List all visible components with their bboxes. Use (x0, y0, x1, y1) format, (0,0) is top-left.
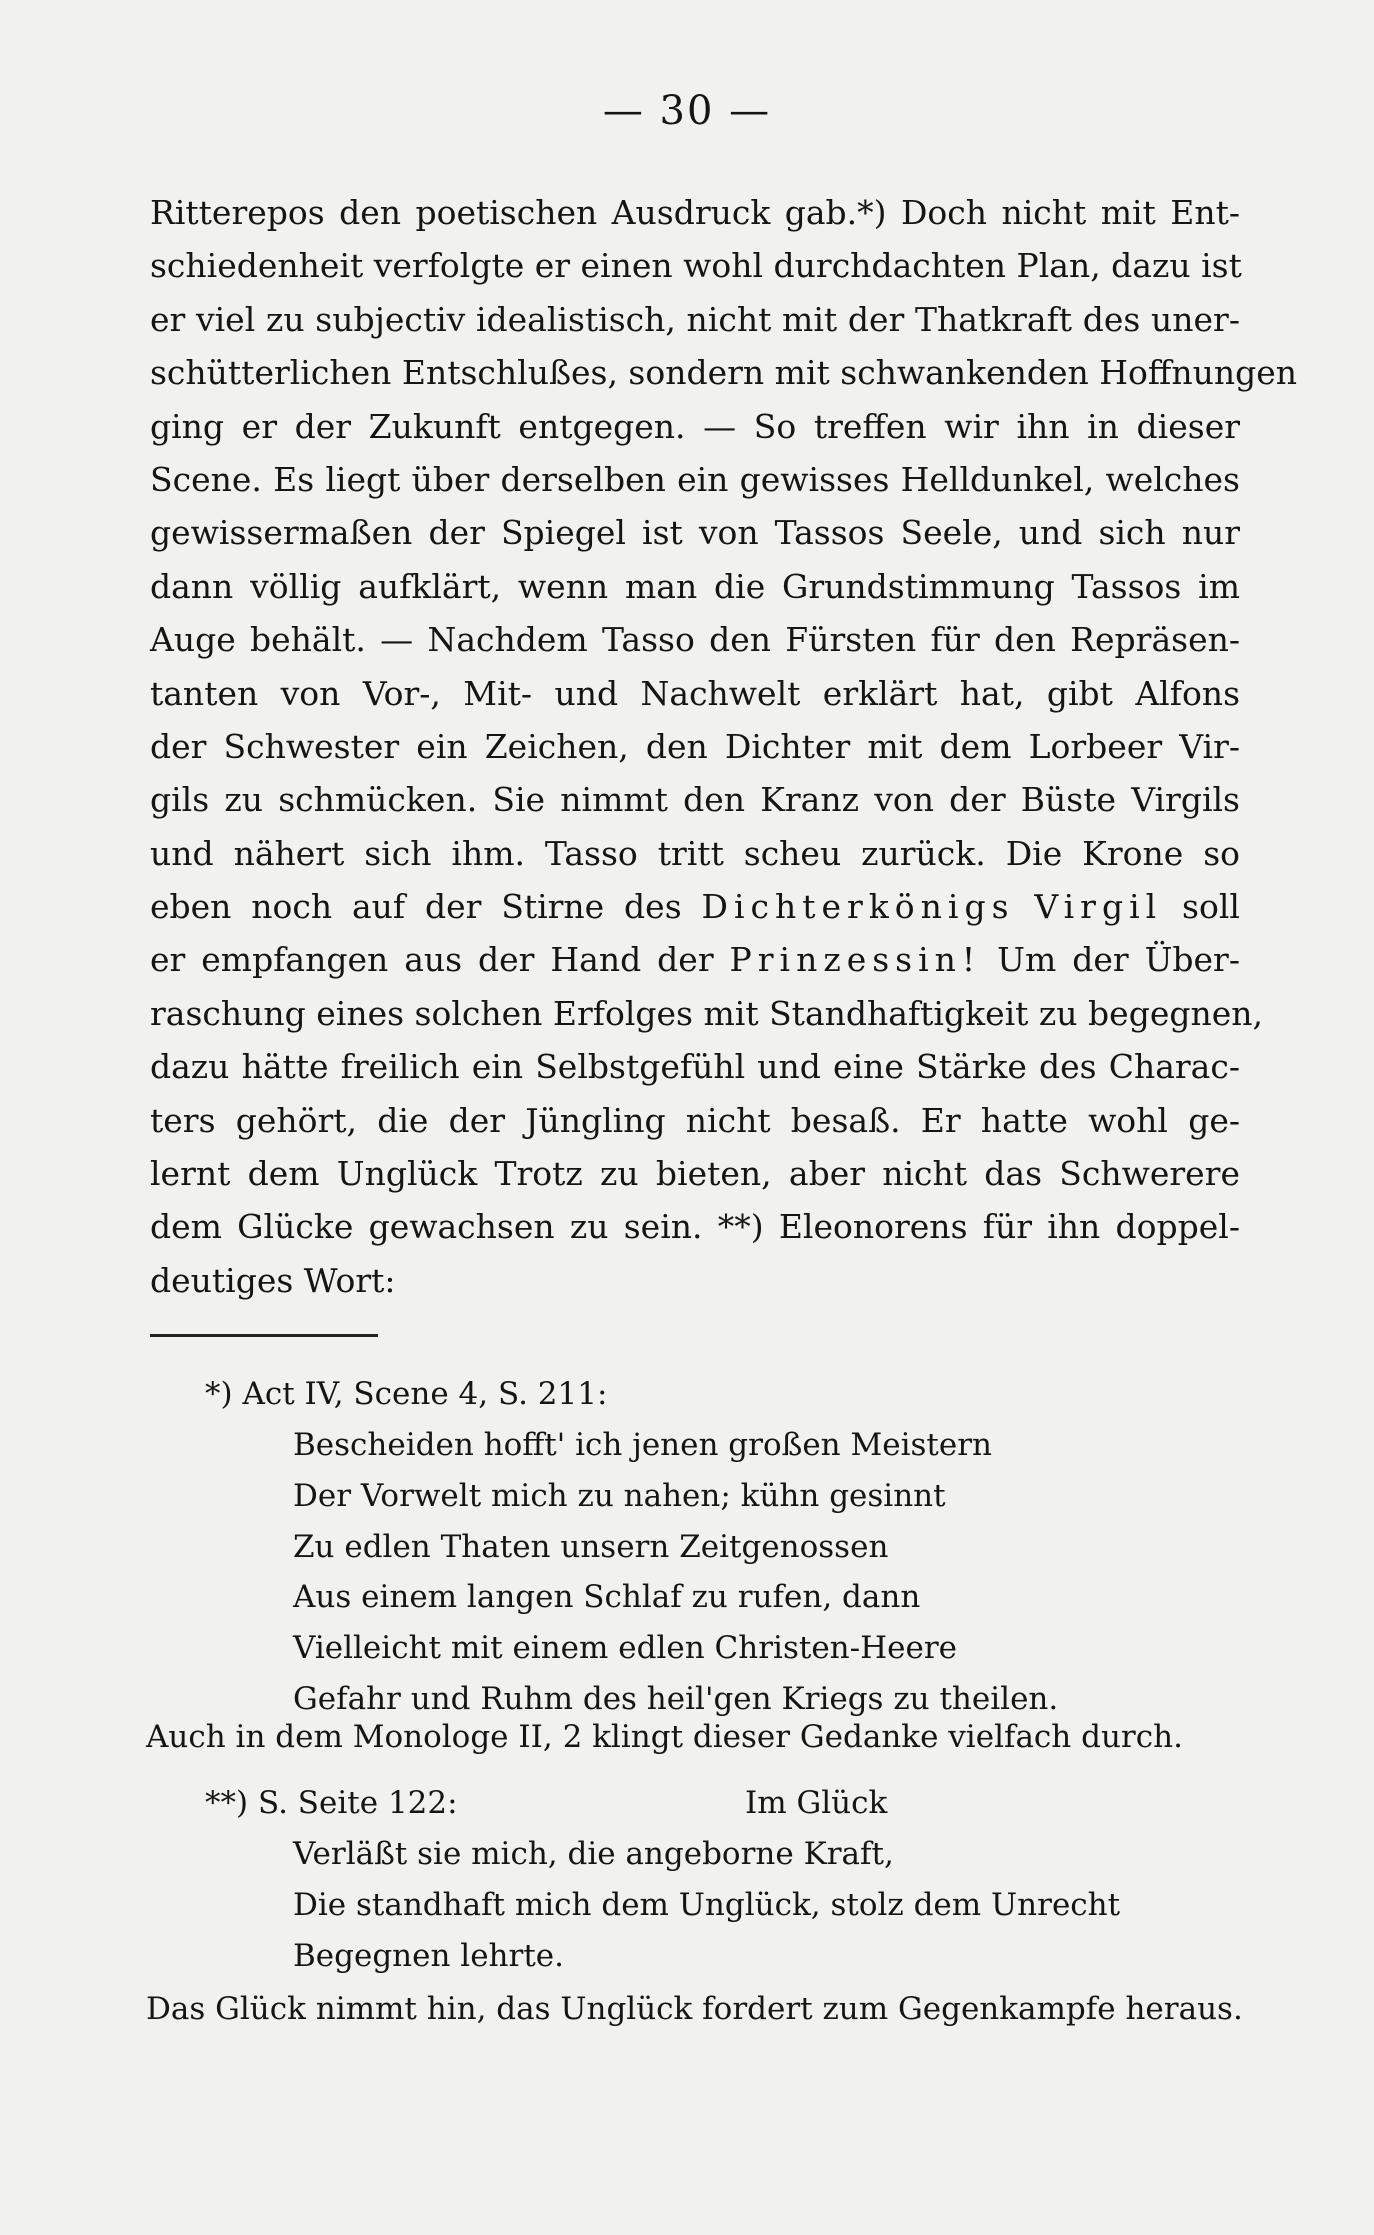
text-line: dazu hätte freilich ein Selbstgefühl und eine Stärke des Charac- (150, 1047, 1240, 1087)
verse-quote (205, 1420, 1058, 1725)
text-segment: soll (1182, 887, 1240, 927)
footnote-heading: *) Act IV, Scene 4, S. 211: (205, 1376, 608, 1412)
verse-line: Zu edlen Thaten unsern Zeitgenossen (293, 1528, 889, 1565)
verse-line: Die standhaft mich dem Unglück, stolz dem Unrecht (293, 1886, 1121, 1923)
text-line: Auge behält. — Nachdem Tasso den Fürsten für den Repräsen- (150, 620, 1240, 660)
text-line (150, 933, 1240, 986)
text-line: er viel zu subjectiv idealistisch, nicht mit der Thatkraft des uner- (150, 299, 1240, 339)
footnote-reference: **) S. Seite 122: (205, 1785, 458, 1821)
verse-start: Im Glück (745, 1785, 888, 1821)
footnote-1 (205, 1368, 1058, 1725)
verse-line: Bescheiden hofft' ich jenen großen Meistern (293, 1427, 992, 1463)
emphasized-word: Dichterkönigs (701, 887, 1015, 927)
text-line (150, 880, 1240, 933)
emphasized-word: Virgil (1034, 887, 1163, 927)
text-line: gils zu schmücken. Sie nimmt den Kranz von der Büste Virgils (150, 780, 1240, 820)
text-line: tanten von Vor-, Mit- und Nachwelt erklärt hat, gibt Alfons (150, 673, 1240, 713)
verse-line: Begegnen lehrte. (293, 1937, 564, 1974)
verse-line: Verläßt sie mich, die angeborne Kraft, (293, 1836, 894, 1872)
verse-line: Aus einem langen Schlaf zu rufen, dann (293, 1579, 921, 1616)
text-line: schiedenheit verfolgte er einen wohl durchdachten Plan, dazu ist (150, 246, 1242, 286)
footnote-heading (205, 1777, 1205, 1829)
text-line: deutiges Wort: (150, 1260, 396, 1300)
text-line: gewissermaßen der Spiegel ist von Tassos Seele, und sich nur (150, 513, 1240, 553)
text-line: der Schwester ein Zeichen, den Dichter mit dem Lorbeer Vir- (150, 726, 1240, 766)
verse-quote (205, 1829, 1205, 1981)
text-line: lernt dem Unglück Trotz zu bieten, aber nicht das Schwerere (150, 1154, 1240, 1194)
footnote-2 (205, 1777, 1205, 1981)
page-number: — 30 — (602, 88, 772, 134)
text-line: ters gehört, die der Jüngling nicht besaß. Er hatte wohl ge- (150, 1100, 1240, 1140)
footnote-comment: Auch in dem Monologe II, 2 klingt dieser Gedanke vielfach durch. (146, 1719, 1183, 1755)
footnote-comment: Das Glück nimmt hin, das Unglück fordert zum Gegenkampfe heraus. (146, 1991, 1243, 2027)
text-line: schütterlichen Entschlußes, sondern mit schwankenden Hoffnungen (150, 353, 1298, 393)
text-line: raschung eines solchen Erfolges mit Standhaftigkeit zu begegnen, (150, 993, 1263, 1033)
main-text (150, 186, 1298, 1307)
verse-line: Gefahr und Ruhm des heil'gen Kriegs zu theilen. (293, 1680, 1059, 1717)
text-line: dann völlig aufklärt, wenn man die Grundstimmung Tassos im (150, 566, 1240, 606)
text-segment: eben noch auf der Stirne des (150, 887, 682, 927)
verse-line: Der Vorwelt mich zu nahen; kühn gesinnt (293, 1477, 946, 1514)
verse-line: Vielleicht mit einem edlen Christen-Heere (293, 1630, 958, 1667)
text-segment: Um der Über- (997, 940, 1240, 980)
text-line: dem Glücke gewachsen zu sein. **) Eleonorens für ihn doppel- (150, 1207, 1240, 1247)
text-line: ging er der Zukunft entgegen. — So treffen wir ihn in dieser (150, 406, 1240, 446)
emphasized-word: Prinzessin! (729, 940, 982, 980)
footnote-separator (150, 1334, 378, 1337)
text-line: Ritterepos den poetischen Ausdruck gab.*) Doch nicht mit Ent- (150, 193, 1240, 232)
text-line: Scene. Es liegt über derselben ein gewisses Helldunkel, welches (150, 459, 1240, 499)
text-line: und nähert sich ihm. Tasso tritt scheu zurück. Die Krone so (150, 833, 1240, 873)
text-segment: er empfangen aus der Hand der (150, 940, 714, 980)
